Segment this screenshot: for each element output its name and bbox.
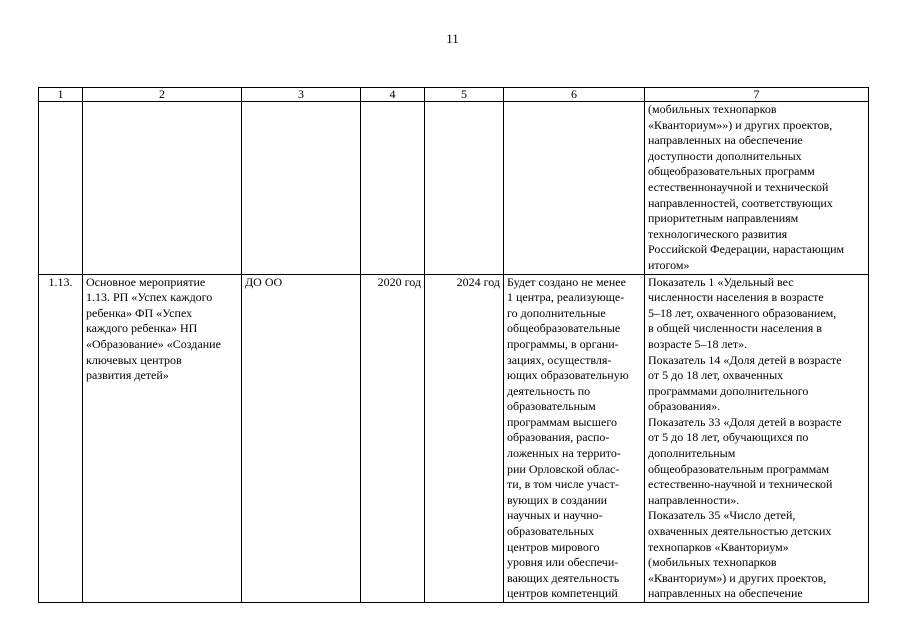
text-line: Показатель 14 «Доля детей в возрасте — [648, 352, 842, 367]
cell-expected-result — [504, 274, 645, 602]
cell-empty — [361, 102, 425, 275]
text-line: ложенных на террито- — [507, 446, 621, 461]
header-col-1: 1 — [39, 88, 83, 102]
text-line: Показатель 33 «Доля детей в возрасте — [648, 414, 842, 429]
text-line: Будет создано не менее — [507, 274, 626, 289]
text-line: общеобразовательным программам — [648, 461, 830, 476]
text-line: общеобразовательных программ — [648, 164, 815, 179]
text-line: программы, в органи- — [507, 336, 619, 351]
text-line: итогом» — [648, 257, 690, 272]
cell-start-year: 2020 год — [361, 274, 425, 602]
text-line: в общей численности населения в — [648, 321, 822, 336]
cell-empty — [504, 102, 645, 275]
text-line: охваченных деятельностью детских — [648, 524, 832, 539]
text-line: «Кванториум») и других проектов, — [648, 570, 827, 585]
text-line: образовательным — [507, 399, 596, 414]
text-line: общеобразовательные — [507, 321, 621, 336]
cell-end-year: 2024 год — [425, 274, 504, 602]
text-line: центров компетенций — [507, 586, 618, 601]
cell-empty — [242, 102, 361, 275]
text-line: деятельность по — [507, 383, 591, 398]
text-line: вующих в создании — [507, 492, 608, 507]
text-line: ти, в том числе участ- — [507, 477, 619, 492]
text-line: ключевых центров — [86, 352, 182, 367]
cell-number: 1.13. — [39, 274, 83, 602]
text-line: образования, распо- — [507, 430, 610, 445]
page-number: 11 — [446, 31, 459, 46]
text-line: программам высшего — [507, 414, 617, 429]
text-line: естественно-научной и технической — [648, 477, 833, 492]
text-line: ребенка» ФП «Успех — [86, 305, 193, 320]
cell-indicators — [645, 274, 869, 602]
text-line: ющих образовательную — [507, 368, 629, 383]
text-line: 1 центра, реализующе- — [507, 290, 625, 305]
text-line: направленных на обеспечение — [648, 133, 803, 148]
table-row-continued — [39, 102, 869, 275]
header-col-5: 5 — [425, 88, 504, 102]
text-line: от 5 до 18 лет, охваченных — [648, 368, 784, 383]
cell-empty — [425, 102, 504, 275]
cell-indicators-continued — [645, 102, 869, 275]
header-col-7: 7 — [645, 88, 869, 102]
text-line: образовательных — [507, 524, 595, 539]
text-line: дополнительным — [648, 446, 736, 461]
text-line: го дополнительные — [507, 305, 606, 320]
text-line: численности населения в возрасте — [648, 290, 824, 305]
table-row-1-13 — [39, 274, 869, 602]
text-line: рии Орловской облас- — [507, 461, 620, 476]
table-header-row — [39, 88, 869, 102]
cell-empty — [39, 102, 83, 275]
text-line: (мобильных технопарков — [648, 102, 777, 116]
text-line: образования». — [648, 399, 721, 414]
text-line: Российской Федерации, нарастающим — [648, 242, 845, 257]
header-col-6: 6 — [504, 88, 645, 102]
text-line: вающих деятельность — [507, 570, 620, 585]
text-line: развития детей» — [86, 368, 169, 383]
activities-table — [38, 87, 869, 603]
text-line: (мобильных технопарков — [648, 555, 777, 570]
text-line: направленных на обеспечение — [648, 586, 803, 601]
text-line: зациях, осуществля- — [507, 352, 612, 367]
text-line: 1.13. РП «Успех каждого — [86, 290, 213, 305]
cell-activity-name — [83, 274, 242, 602]
cell-empty — [83, 102, 242, 275]
text-line: научных и научно- — [507, 508, 603, 523]
text-line: каждого ребенка» НП — [86, 321, 198, 336]
text-line: Показатель 1 «Удельный вес — [648, 274, 794, 289]
text-line: центров мирового — [507, 539, 600, 554]
text-line: естественнонаучной и технической — [648, 179, 829, 194]
text-line: программами дополнительного — [648, 383, 809, 398]
header-col-2: 2 — [83, 88, 242, 102]
text-line: уровня или обеспечи- — [507, 555, 619, 570]
text-line: направленностей, соответствующих — [648, 195, 833, 210]
text-line: возрасте 5–18 лет». — [648, 336, 748, 351]
text-line: Показатель 35 «Число детей, — [648, 508, 796, 523]
header-col-4: 4 — [361, 88, 425, 102]
text-line: 5–18 лет, охваченного образованием, — [648, 305, 837, 320]
text-line: от 5 до 18 лет, обучающихся по — [648, 430, 809, 445]
text-line: технологического развития — [648, 226, 788, 241]
text-line: приоритетным направлениям — [648, 211, 799, 226]
text-line: доступности дополнительных — [648, 148, 802, 163]
text-line: направленности». — [648, 492, 740, 507]
text-line: «Образование» «Создание — [86, 336, 221, 351]
cell-executor: ДО ОО — [242, 274, 361, 602]
text-line: технопарков «Кванториум» — [648, 539, 789, 554]
text-line: «Кванториум»») и других проектов, — [648, 117, 833, 132]
text-line: Основное мероприятие — [86, 274, 206, 289]
header-col-3: 3 — [242, 88, 361, 102]
